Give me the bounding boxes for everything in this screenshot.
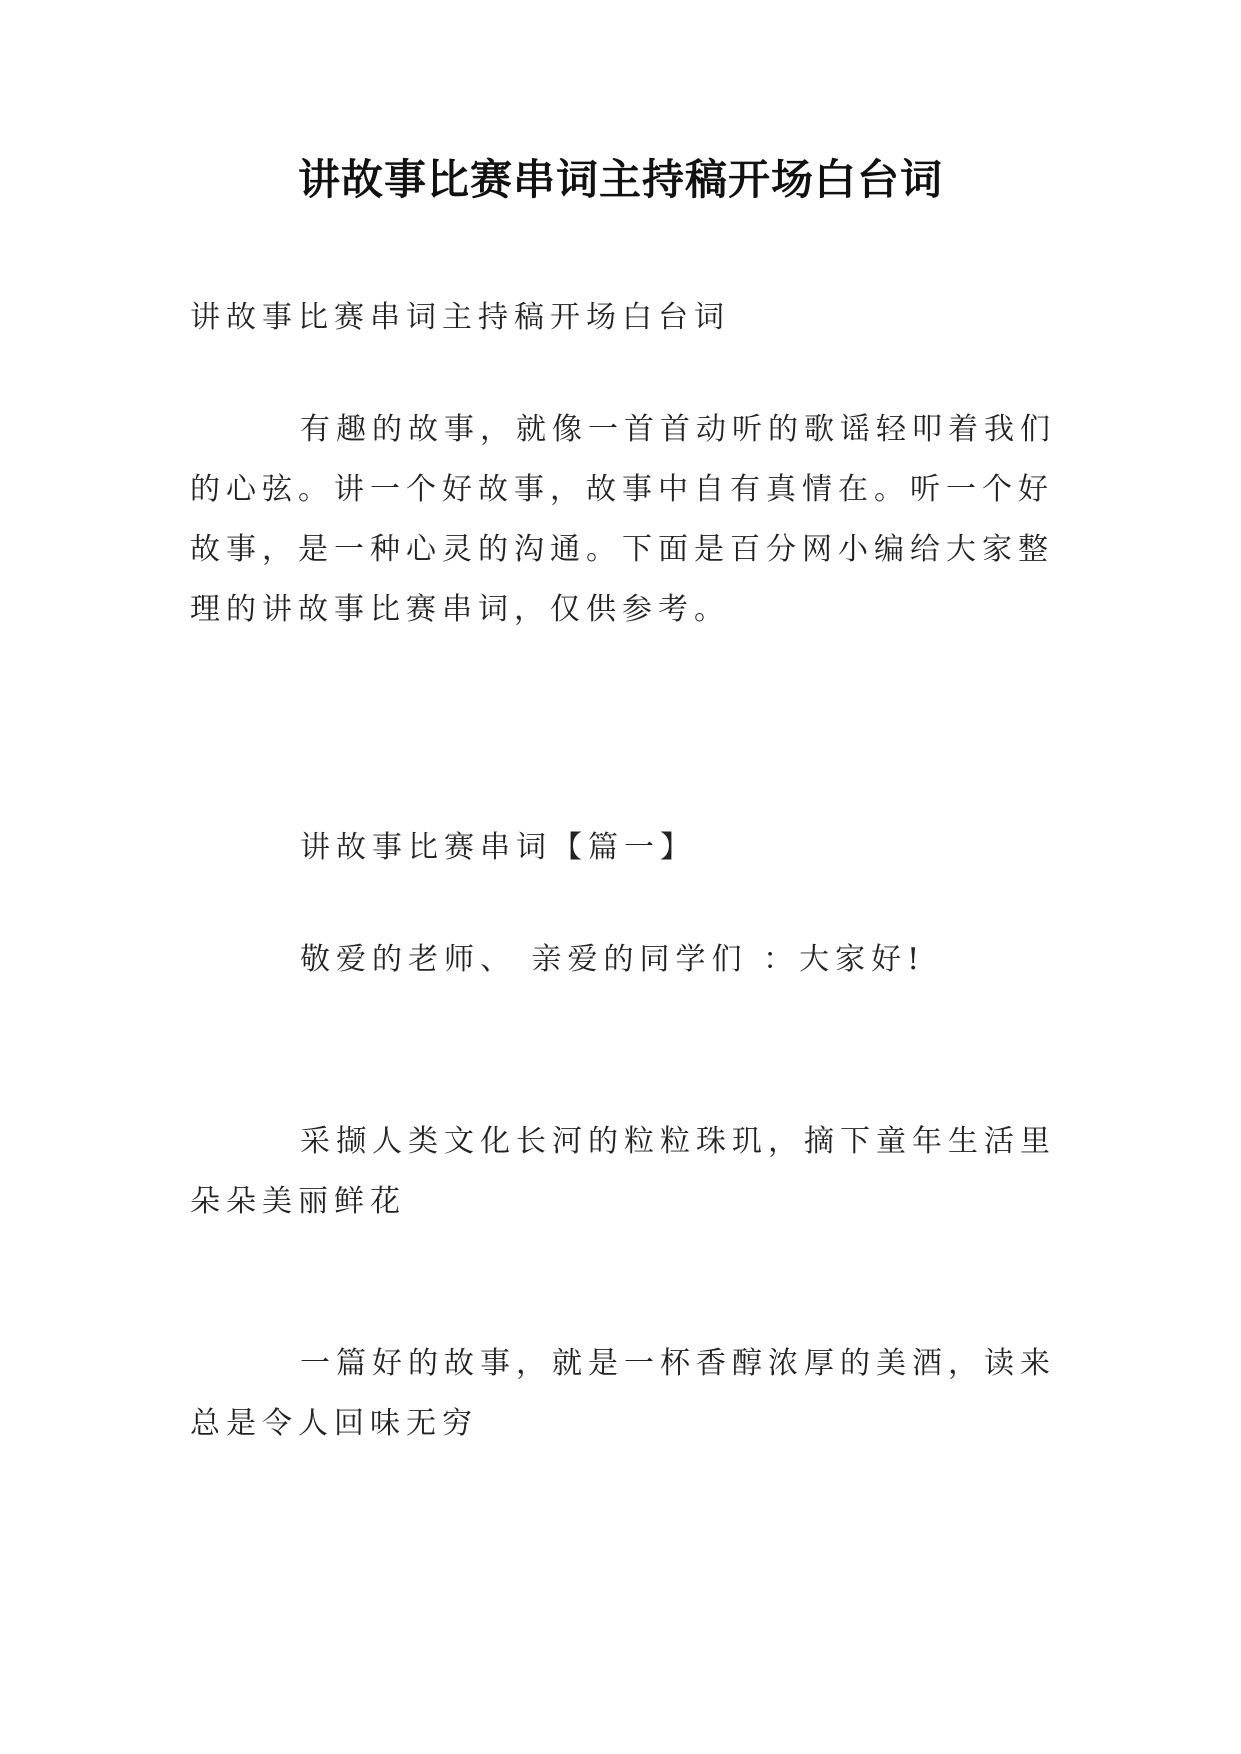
speech-paragraph-2: 一篇好的故事，就是一杯香醇浓厚的美酒，读来总是令人回味无穷	[190, 1346, 1056, 1441]
intro-paragraph: 有趣的故事，就像一首首动听的歌谣轻叩着我们的心弦。讲一个好故事，故事中自有真情在。听一个好故事，是一种心灵的沟通。下面是百分网小编给大家整理的讲故事比赛串词，仅供参考。	[190, 412, 1056, 627]
section-heading: 讲故事比赛串词【篇一】	[300, 830, 696, 865]
document-subtitle: 讲故事比赛串词主持稿开场白台词	[190, 300, 730, 335]
greeting-line: 敬爱的老师、 亲爱的同学们 ：大家好!	[300, 942, 926, 977]
document-title: 讲故事比赛串词主持稿开场白台词	[297, 155, 943, 204]
speech-paragraph-1: 采撷人类文化长河的粒粒珠玑，摘下童年生活里朵朵美丽鲜花	[190, 1124, 1056, 1219]
